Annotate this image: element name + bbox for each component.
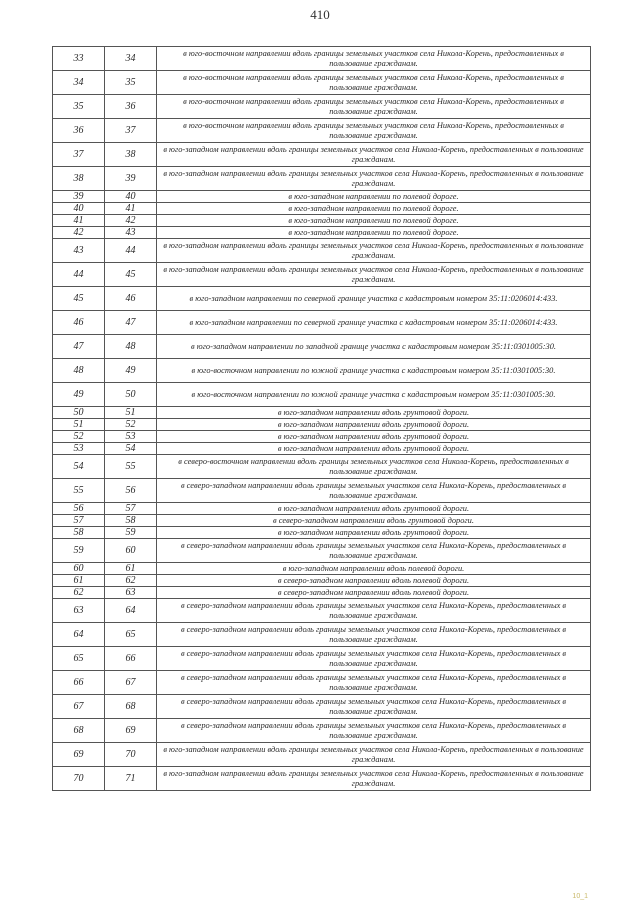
point-from-cell: 65 (53, 647, 105, 671)
table-row (53, 71, 591, 95)
direction-description-cell: в юго-западном направлении вдоль границы земельных участков села Никола-Корень, предоставленных в пользование гражданам. (157, 239, 591, 263)
table-row (53, 419, 591, 431)
point-from-cell: 52 (53, 431, 105, 443)
point-to-cell: 44 (105, 239, 157, 263)
table-row (53, 95, 591, 119)
point-from-cell: 38 (53, 167, 105, 191)
direction-description-cell: в северо-западном направлении вдоль границы земельных участков села Никола-Корень, предоставленных в пользование гражданам. (157, 479, 591, 503)
direction-description-cell: в юго-западном направлении вдоль границы земельных участков села Никола-Корень, предоставленных в пользование гражданам. (157, 767, 591, 791)
direction-description-cell: в северо-западном направлении вдоль грунтовой дороги. (157, 515, 591, 527)
point-to-cell: 46 (105, 287, 157, 311)
point-from-cell: 55 (53, 479, 105, 503)
table-row (53, 119, 591, 143)
table-row (53, 623, 591, 647)
direction-description-cell: в юго-западном направлении по полевой дороге. (157, 227, 591, 239)
point-to-cell: 65 (105, 623, 157, 647)
point-from-cell: 44 (53, 263, 105, 287)
point-to-cell: 35 (105, 71, 157, 95)
table-row (53, 743, 591, 767)
table-row (53, 575, 591, 587)
direction-description-cell: в северо-западном направлении вдоль границы земельных участков села Никола-Корень, предоставленных в пользование гражданам. (157, 647, 591, 671)
table-row (53, 527, 591, 539)
point-to-cell: 43 (105, 227, 157, 239)
direction-description-cell: в северо-западном направлении вдоль границы земельных участков села Никола-Корень, предоставленных в пользование гражданам. (157, 623, 591, 647)
table-row (53, 599, 591, 623)
point-from-cell: 47 (53, 335, 105, 359)
table-row (53, 239, 591, 263)
point-to-cell: 50 (105, 383, 157, 407)
point-from-cell: 49 (53, 383, 105, 407)
table-row (53, 227, 591, 239)
point-from-cell: 59 (53, 539, 105, 563)
point-to-cell: 38 (105, 143, 157, 167)
table-row (53, 539, 591, 563)
direction-description-cell: в северо-восточном направлении вдоль границы земельных участков села Никола-Корень, предоставленных в пользование гражданам. (157, 455, 591, 479)
table-row (53, 647, 591, 671)
point-to-cell: 47 (105, 311, 157, 335)
point-to-cell: 54 (105, 443, 157, 455)
table-row (53, 383, 591, 407)
table-row (53, 191, 591, 203)
table-row (53, 431, 591, 443)
direction-description-cell: в юго-западном направлении по северной границе участка с кадастровым номером 35:11:0206014:433. (157, 287, 591, 311)
point-to-cell: 42 (105, 215, 157, 227)
direction-description-cell: в северо-западном направлении вдоль границы земельных участков села Никола-Корень, предоставленных в пользование гражданам. (157, 695, 591, 719)
table-row (53, 479, 591, 503)
point-from-cell: 35 (53, 95, 105, 119)
direction-description-cell: в юго-западном направлении вдоль грунтовой дороги. (157, 419, 591, 431)
direction-description-cell: в северо-западном направлении вдоль полевой дороги. (157, 575, 591, 587)
point-to-cell: 41 (105, 203, 157, 215)
direction-description-cell: в юго-восточном направлении вдоль границы земельных участков села Никола-Корень, предоставленных в пользование гражданам. (157, 71, 591, 95)
point-to-cell: 49 (105, 359, 157, 383)
point-to-cell: 37 (105, 119, 157, 143)
point-from-cell: 41 (53, 215, 105, 227)
point-to-cell: 58 (105, 515, 157, 527)
point-from-cell: 63 (53, 599, 105, 623)
direction-description-cell: в юго-западном направлении вдоль грунтовой дороги. (157, 407, 591, 419)
direction-description-cell: в юго-западном направлении по полевой дороге. (157, 215, 591, 227)
table-row (53, 47, 591, 71)
table-row (53, 671, 591, 695)
point-to-cell: 48 (105, 335, 157, 359)
point-from-cell: 69 (53, 743, 105, 767)
point-to-cell: 36 (105, 95, 157, 119)
table-row (53, 335, 591, 359)
point-from-cell: 50 (53, 407, 105, 419)
point-from-cell: 45 (53, 287, 105, 311)
direction-description-cell: в северо-западном направлении вдоль границы земельных участков села Никола-Корень, предоставленных в пользование гражданам. (157, 671, 591, 695)
direction-description-cell: в юго-западном направлении вдоль грунтовой дороги. (157, 431, 591, 443)
direction-description-cell: в юго-западном направлении вдоль границы земельных участков села Никола-Корень, предоставленных в пользование гражданам. (157, 263, 591, 287)
table-row (53, 407, 591, 419)
point-from-cell: 36 (53, 119, 105, 143)
table-row (53, 203, 591, 215)
point-from-cell: 66 (53, 671, 105, 695)
direction-description-cell: в юго-западном направлении вдоль границы земельных участков села Никола-Корень, предоставленных в пользование гражданам. (157, 167, 591, 191)
table-row (53, 215, 591, 227)
direction-description-cell: в юго-восточном направлении вдоль границы земельных участков села Никола-Корень, предоставленных в пользование гражданам. (157, 95, 591, 119)
point-to-cell: 55 (105, 455, 157, 479)
point-from-cell: 51 (53, 419, 105, 431)
corner-mark: 10_1 (572, 893, 588, 900)
point-from-cell: 67 (53, 695, 105, 719)
table-row (53, 167, 591, 191)
direction-description-cell: в юго-западном направлении вдоль грунтовой дороги. (157, 527, 591, 539)
point-from-cell: 70 (53, 767, 105, 791)
direction-description-cell: в северо-западном направлении вдоль границы земельных участков села Никола-Корень, предоставленных в пользование гражданам. (157, 719, 591, 743)
point-to-cell: 45 (105, 263, 157, 287)
direction-description-cell: в юго-восточном направлении вдоль границы земельных участков села Никола-Корень, предоставленных в пользование гражданам. (157, 119, 591, 143)
point-to-cell: 34 (105, 47, 157, 71)
table-row (53, 563, 591, 575)
direction-description-cell: в юго-западном направлении по северной границе участка с кадастровым номером 35:11:0206014:433. (157, 311, 591, 335)
point-to-cell: 61 (105, 563, 157, 575)
direction-description-cell: в юго-западном направлении вдоль грунтовой дороги. (157, 503, 591, 515)
point-to-cell: 67 (105, 671, 157, 695)
table-row (53, 143, 591, 167)
point-from-cell: 68 (53, 719, 105, 743)
direction-description-cell: в юго-восточном направлении по южной границе участка с кадастровым номером 35:11:0301005:30. (157, 359, 591, 383)
point-to-cell: 68 (105, 695, 157, 719)
point-from-cell: 54 (53, 455, 105, 479)
point-from-cell: 60 (53, 563, 105, 575)
point-from-cell: 58 (53, 527, 105, 539)
point-to-cell: 56 (105, 479, 157, 503)
point-from-cell: 61 (53, 575, 105, 587)
direction-description-cell: в юго-западном направлении по полевой дороге. (157, 191, 591, 203)
direction-description-cell: в юго-восточном направлении вдоль границы земельных участков села Никола-Корень, предоставленных в пользование гражданам. (157, 47, 591, 71)
table-row (53, 695, 591, 719)
table-row (53, 503, 591, 515)
point-to-cell: 70 (105, 743, 157, 767)
direction-description-cell: в юго-западном направлении вдоль грунтовой дороги. (157, 443, 591, 455)
point-from-cell: 40 (53, 203, 105, 215)
table-body (53, 47, 591, 791)
point-to-cell: 62 (105, 575, 157, 587)
direction-description-cell: в юго-западном направлении по западной границе участка с кадастровым номером 35:11:0301005:30. (157, 335, 591, 359)
table-row (53, 767, 591, 791)
point-to-cell: 51 (105, 407, 157, 419)
point-from-cell: 64 (53, 623, 105, 647)
point-to-cell: 63 (105, 587, 157, 599)
point-from-cell: 42 (53, 227, 105, 239)
table-row (53, 311, 591, 335)
table-row (53, 359, 591, 383)
page-number: 410 (310, 7, 330, 22)
point-to-cell: 57 (105, 503, 157, 515)
point-to-cell: 69 (105, 719, 157, 743)
direction-description-cell: в юго-западном направлении вдоль полевой дороги. (157, 563, 591, 575)
point-to-cell: 71 (105, 767, 157, 791)
point-from-cell: 46 (53, 311, 105, 335)
point-from-cell: 56 (53, 503, 105, 515)
direction-description-cell: в юго-западном направлении вдоль границы земельных участков села Никола-Корень, предоставленных в пользование гражданам. (157, 743, 591, 767)
table-row (53, 455, 591, 479)
point-from-cell: 62 (53, 587, 105, 599)
table-row (53, 587, 591, 599)
point-to-cell: 39 (105, 167, 157, 191)
direction-description-cell: в северо-западном направлении вдоль границы земельных участков села Никола-Корень, предоставленных в пользование гражданам. (157, 539, 591, 563)
point-from-cell: 57 (53, 515, 105, 527)
point-to-cell: 59 (105, 527, 157, 539)
table-row (53, 263, 591, 287)
table-row (53, 515, 591, 527)
point-to-cell: 64 (105, 599, 157, 623)
point-from-cell: 39 (53, 191, 105, 203)
direction-description-cell: в северо-западном направлении вдоль полевой дороги. (157, 587, 591, 599)
table-row (53, 719, 591, 743)
point-to-cell: 40 (105, 191, 157, 203)
direction-description-cell: в юго-западном направлении по полевой дороге. (157, 203, 591, 215)
point-from-cell: 33 (53, 47, 105, 71)
direction-description-cell: в юго-восточном направлении по южной границе участка с кадастровым номером 35:11:0301005:30. (157, 383, 591, 407)
point-from-cell: 53 (53, 443, 105, 455)
point-from-cell: 37 (53, 143, 105, 167)
point-to-cell: 66 (105, 647, 157, 671)
direction-description-cell: в юго-западном направлении вдоль границы земельных участков села Никола-Корень, предоставленных в пользование гражданам. (157, 143, 591, 167)
point-to-cell: 60 (105, 539, 157, 563)
point-from-cell: 43 (53, 239, 105, 263)
point-to-cell: 52 (105, 419, 157, 431)
boundary-description-table (52, 46, 591, 791)
table-row (53, 287, 591, 311)
point-from-cell: 34 (53, 71, 105, 95)
point-from-cell: 48 (53, 359, 105, 383)
point-to-cell: 53 (105, 431, 157, 443)
direction-description-cell: в северо-западном направлении вдоль границы земельных участков села Никола-Корень, предоставленных в пользование гражданам. (157, 599, 591, 623)
table-row (53, 443, 591, 455)
